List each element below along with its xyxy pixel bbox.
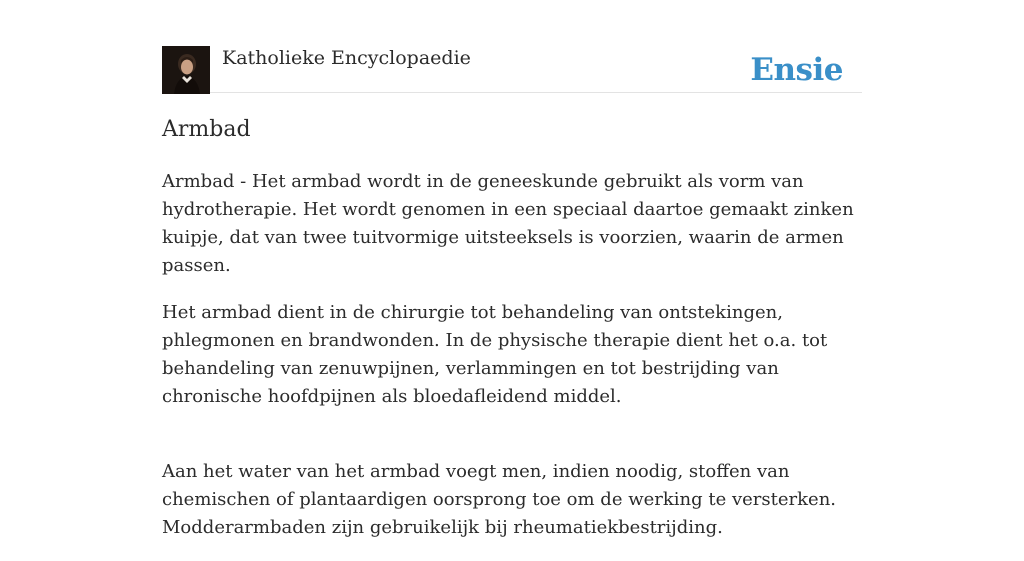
article-paragraph: Armbad - Het armbad wordt in de geneeskunde gebruikt als vorm van hydrotherapie. Het wordt genomen in een speciaal daartoe gemaakt zinken kuipje, dat van twee tuitvormige uitsteeksels is voorzien, waarin de armen passen. (162, 171, 854, 276)
article-body (162, 168, 862, 561)
site-name[interactable]: Katholieke Encyclopaedie (222, 47, 471, 69)
article-paragraph: Aan het water van het armbad voegt men, indien noodig, stoffen van chemischen of plantaardigen oorsprong toe om de werking te versterken. Modderarmbaden zijn gebruikelijk bij rheumatiekbestrijding. (162, 461, 837, 538)
paragraph-spacer (162, 430, 862, 458)
article-paragraph: Het armbad dient in de chirurgie tot behandeling van ontstekingen, phlegmonen en brandwonden. In de physische therapie dient het o.a. tot behandeling van zenuwpijnen, verlammingen en tot bestrijding van chronische hoofdpijnen als bloedafleidend middel. (162, 302, 828, 407)
portrait-avatar-icon[interactable] (162, 46, 210, 94)
site-header (162, 46, 862, 93)
page-title: Armbad (162, 117, 251, 142)
brand-logo[interactable]: Ensie (750, 52, 843, 88)
portrait-avatar-graphic (162, 46, 210, 94)
